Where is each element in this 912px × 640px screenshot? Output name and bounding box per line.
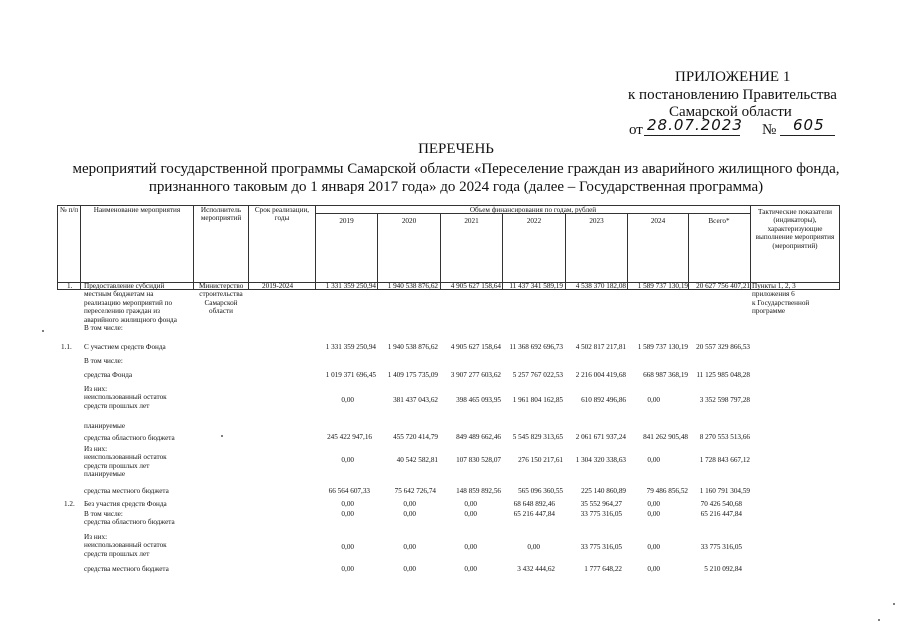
year-header: 2021 [464, 217, 479, 225]
value-cell: 11 437 341 589,19 [509, 282, 563, 290]
value-cell: 1 331 359 250,94 [325, 282, 376, 290]
value-cell: 381 437 043,62 [393, 396, 438, 404]
value-cell: 1 304 320 338,63 [575, 456, 626, 464]
col-header-funding: Объем финансирования по годам, рублей [469, 206, 597, 214]
value-cell: 0,00 [647, 456, 660, 464]
handwritten-number: 605 [793, 116, 825, 134]
date-underline [644, 135, 740, 136]
value-cell: 0,00 [464, 500, 477, 508]
value-cell: 66 564 607,33 [328, 487, 370, 495]
value-cell: 0,00 [647, 543, 660, 551]
col-header-num: № п/п [59, 206, 79, 214]
col-header-name: Наименование мероприятия [93, 206, 181, 214]
value-cell: 0,00 [464, 543, 477, 551]
row-name: Без участия средств Фонда [84, 500, 167, 508]
value-cell: 276 150 217,61 [518, 456, 563, 464]
value-cell: 0,00 [647, 500, 660, 508]
value-cell: 849 489 662,46 [456, 433, 501, 441]
value-cell: 0,00 [403, 543, 416, 551]
value-cell: 0,00 [341, 543, 354, 551]
row-num: 1. [67, 282, 73, 290]
value-cell: 0,00 [341, 500, 354, 508]
row-executor: Министерство строительства Самарской области [199, 282, 244, 316]
value-cell-total: 3 352 598 797,28 [699, 396, 750, 404]
value-cell: 65 216 447,84 [513, 510, 555, 518]
row-name: С участием средств Фонда [84, 343, 166, 351]
year-header: 2022 [526, 217, 542, 225]
col-header-term: Срок реализации, годы [254, 206, 310, 223]
document-subtitle-line2: признанного таковым до 1 января 2017 года» до 2024 года (далее – Государственная программа) [148, 179, 764, 195]
value-cell: 0,00 [341, 565, 354, 573]
value-cell-total: 65 216 447,84 [700, 510, 742, 518]
year-header: 2023 [589, 217, 604, 225]
value-cell: 0,00 [341, 396, 354, 404]
handwritten-date: 28.07.2023 [647, 116, 743, 134]
value-cell-total: 20 557 329 866,53 [696, 343, 750, 351]
value-cell: 1 589 737 130,19 [637, 343, 688, 351]
value-cell: 0,00 [647, 510, 660, 518]
row-num: 1.2. [64, 500, 75, 508]
value-cell: 0,00 [403, 510, 416, 518]
value-cell: 0,00 [341, 510, 354, 518]
value-cell: 1 589 737 130,19 [637, 282, 688, 290]
value-cell: 225 140 860,89 [581, 487, 626, 495]
value-cell: 5 545 829 313,65 [512, 433, 563, 441]
value-cell: 2 216 004 419,68 [575, 371, 626, 379]
row-indicators: Пункты 1, 2, 3 приложения 6 к Государственной программе [752, 282, 810, 316]
value-cell: 0,00 [527, 543, 540, 551]
appendix-region: Самарской области [669, 104, 792, 120]
scan-speck [878, 619, 880, 621]
value-cell: 0,00 [647, 396, 660, 404]
value-cell: 398 465 093,95 [456, 396, 501, 404]
row-name: средства местного бюджета [84, 565, 169, 573]
row-num: 1.1. [61, 343, 72, 351]
value-cell-total: 20 627 756 407,21 [696, 282, 750, 290]
date-prefix: от [629, 122, 643, 138]
row-term: 2019-2024 [262, 282, 294, 290]
row-name: Предоставление субсидий местным бюджетам на реализацию мероприятий по переселению граждан из аварийного жилищного фонда В том числе: [84, 282, 177, 333]
year-header: 2020 [401, 217, 417, 225]
row-name: средства Фонда [84, 371, 133, 379]
value-cell: 5 257 767 022,53 [512, 371, 563, 379]
year-header: 2024 [650, 217, 666, 225]
row-name: планируемые средства областного бюджета [84, 422, 175, 442]
row-name: Из них: неиспользованный остаток средств прошлых лет планируемые [84, 445, 167, 479]
value-cell: 3 432 444,62 [517, 565, 555, 573]
value-cell: 1 940 538 876,62 [387, 282, 438, 290]
document-title: ПЕРЕЧЕНЬ [418, 141, 494, 157]
value-cell-total: 11 125 985 048,28 [696, 371, 750, 379]
number-prefix: № [762, 122, 777, 138]
value-cell-total: 33 775 316,05 [700, 543, 742, 551]
value-cell: 11 368 692 696,73 [509, 343, 563, 351]
value-cell: 841 262 905,48 [643, 433, 688, 441]
scan-speck [42, 330, 44, 332]
value-cell: 4 905 627 158,64 [450, 343, 501, 351]
appendix-title: ПРИЛОЖЕНИЕ 1 [675, 69, 791, 85]
value-cell: 35 552 964,27 [580, 500, 622, 508]
value-cell: 68 648 892,46 [513, 500, 555, 508]
value-cell-total: 5 210 092,84 [704, 565, 742, 573]
year-header-total: Всего* [708, 217, 730, 225]
value-cell: 79 486 856,52 [646, 487, 688, 495]
value-cell: 1 961 804 162,85 [512, 396, 563, 404]
value-cell: 455 720 414,79 [393, 433, 438, 441]
row-name: средства местного бюджета [84, 487, 169, 495]
value-cell: 1 331 359 250,94 [325, 343, 376, 351]
row-name: В том числе: средства областного бюджета [84, 510, 175, 527]
value-cell: 33 775 316,05 [580, 543, 622, 551]
number-underline [780, 135, 835, 136]
value-cell: 75 642 726,74 [394, 487, 436, 495]
value-cell: 33 775 316,05 [580, 510, 622, 518]
value-cell: 1 409 175 735,09 [387, 371, 438, 379]
value-cell: 0,00 [403, 500, 416, 508]
value-cell: 0,00 [403, 565, 416, 573]
value-cell: 0,00 [341, 456, 354, 464]
value-cell: 3 907 277 603,62 [450, 371, 501, 379]
col-header-indicators: Тактические показатели (индикаторы), характеризующие выполнение мероприятия (мероприятий) [755, 208, 835, 250]
value-cell: 1 019 371 696,45 [325, 371, 376, 379]
value-cell-total: 8 270 553 513,66 [699, 433, 750, 441]
value-cell: 2 061 671 937,24 [575, 433, 626, 441]
row-name: Из них: неиспользованный остаток средств прошлых лет [84, 385, 167, 410]
value-cell: 610 892 496,86 [581, 396, 626, 404]
scan-speck [893, 603, 895, 605]
value-cell-total: 70 426 540,68 [700, 500, 742, 508]
value-cell-total: 1 728 843 667,12 [699, 456, 750, 464]
value-cell: 148 859 892,56 [456, 487, 501, 495]
value-cell: 668 987 368,19 [643, 371, 688, 379]
value-cell: 245 422 947,16 [327, 433, 372, 441]
document-subtitle-line1: мероприятий государственной программы Самарской области «Переселение граждан из аварийного жилищного фонда, [72, 161, 840, 177]
value-cell-total: 1 160 791 304,59 [699, 487, 750, 495]
year-header: 2019 [339, 217, 354, 225]
value-cell: 4 502 817 217,81 [575, 343, 626, 351]
scan-speck [221, 435, 223, 437]
value-cell: 107 830 528,07 [456, 456, 501, 464]
value-cell: 1 777 648,22 [584, 565, 622, 573]
value-cell: 0,00 [647, 565, 660, 573]
row-name: Из них: неиспользованный остаток средств прошлых лет [84, 533, 167, 558]
row-name: В том числе: [84, 357, 123, 365]
value-cell: 1 940 538 876,62 [387, 343, 438, 351]
value-cell: 4 905 627 158,64 [450, 282, 501, 290]
value-cell: 0,00 [464, 510, 477, 518]
appendix-ref: к постановлению Правительства [628, 87, 837, 103]
value-cell: 0,00 [464, 565, 477, 573]
col-header-executor: Исполнитель мероприятий [200, 206, 242, 223]
value-cell: 565 096 360,55 [518, 487, 563, 495]
value-cell: 40 542 582,81 [396, 456, 438, 464]
value-cell: 4 538 370 182,08 [575, 282, 626, 290]
